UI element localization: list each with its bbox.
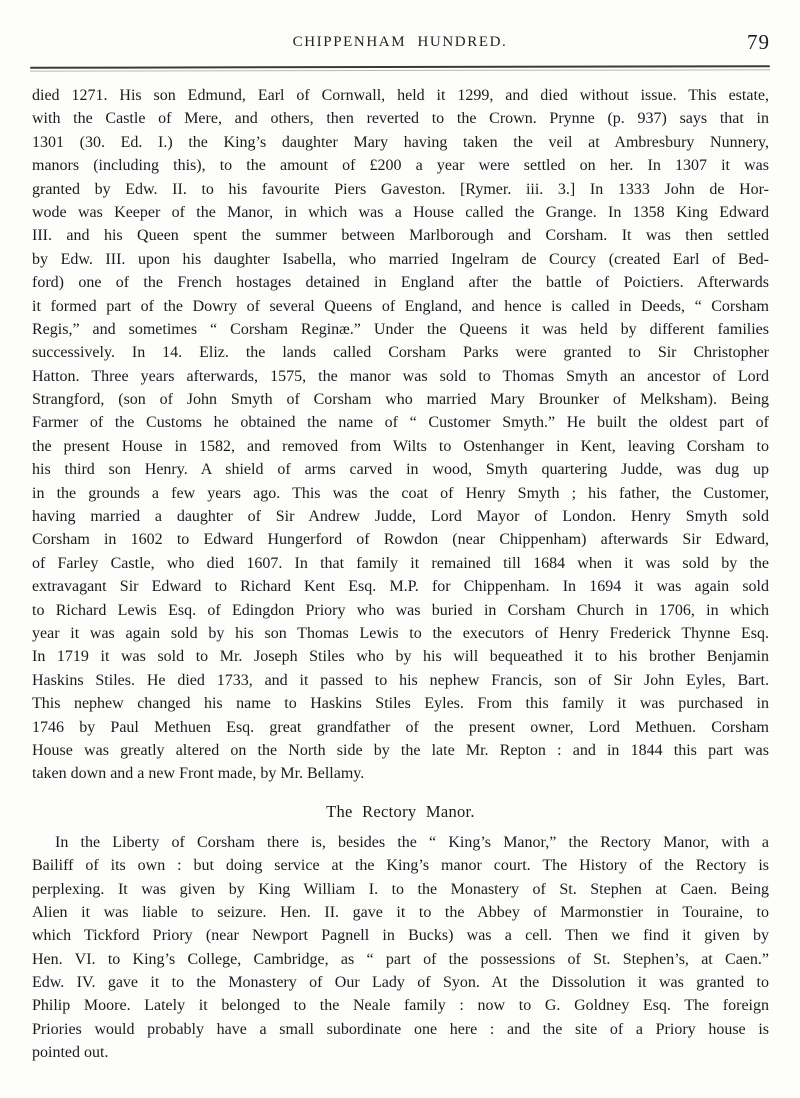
text-line: Hatton. Three years afterwards, 1575, the manor was sold to Thomas Smyth an ancestor of Lord: [32, 367, 769, 385]
text-line: 1301 (30. Ed. I.) the King’s daughter Mary having taken the veil at Ambresbury Nunnery,: [32, 133, 769, 151]
text-line: Farmer of the Customs he obtained the name of “ Customer Smyth.” He built the oldest part of: [32, 414, 769, 432]
text-line: the present House in 1582, and removed from Wilts to Ostenhanger in Kent, leaving Corsham to: [32, 437, 769, 455]
text-line: House was greatly altered on the North side by the late Mr. Repton : and in 1844 this part was: [32, 741, 769, 759]
text-line: which Tickford Priory (near Newport Pagnell in Bucks) was a cell. Then we find it given by: [32, 927, 769, 945]
text-line: Hen. VI. to King’s College, Cambridge, as “ part of the possessions of St. Stephen’s, at Caen.”: [32, 950, 769, 968]
text-line: This nephew changed his name to Haskins Stiles Eyles. From this family it was purchased in: [32, 695, 769, 713]
page-body: [32, 84, 769, 1065]
text-line: pointed out.: [32, 1044, 109, 1062]
text-line: year it was again sold by his son Thomas Lewis to the executors of Henry Frederick Thynne Esq.: [32, 624, 769, 642]
text-line: Regis,” and sometimes “ Corsham Reginæ.” Under the Queens it was held by different families: [32, 320, 769, 338]
header-rule-shadow: [30, 69, 770, 71]
text-line: perplexing. It was given by King William I. to the Monastery of St. Stephen at Caen. Being: [32, 880, 769, 898]
text-line: wode was Keeper of the Manor, in which was a House called the Grange. In 1358 King Edward: [32, 203, 769, 221]
text-line: with the Castle of Mere, and others, then reverted to the Crown. Prynne (p. 937) says that in: [32, 110, 769, 128]
text-line: Philip Moore. Lately it belonged to the Neale family : now to G. Goldney Esq. The foreign: [32, 997, 769, 1015]
text-line: manors (including this), to the amount of £200 a year were settled on her. In 1307 it was: [32, 157, 769, 175]
text-line: extravagant Sir Edward to Richard Kent Esq. M.P. for Chippenham. In 1694 it was again sold: [32, 578, 769, 596]
paragraph-kings-manor-history: [32, 84, 769, 786]
text-line: Priories would probably have a small subordinate one here : and the site of a Priory house is: [32, 1020, 769, 1038]
text-line: In 1719 it was sold to Mr. Joseph Stiles who by his will bequeathed it to his brother Benjamin: [32, 648, 769, 666]
text-line: Corsham in 1602 to Edward Hungerford of Rowdon (near Chippenham) afterwards Sir Edward,: [32, 531, 769, 549]
text-line: Haskins Stiles. He died 1733, and it passed to his nephew Francis, son of Sir John Eyles, Bart.: [32, 671, 769, 689]
text-line: Edw. IV. gave it to the Monastery of Our Lady of Syon. At the Dissolution it was granted to: [32, 974, 769, 992]
text-line: died 1271. His son Edmund, Earl of Cornwall, held it 1299, and died without issue. This estate,: [32, 87, 769, 104]
text-line: ford) one of the French hostages detained in England after the battle of Poictiers. Afterwards: [32, 274, 769, 292]
header-rule-line: [30, 65, 770, 69]
text-line: by Edw. III. upon his daughter Isabella, who married Ingelram de Courcy (created Earl of Bed-: [32, 250, 769, 268]
page-number: 79: [747, 30, 770, 54]
text-line: In the Liberty of Corsham there is, besides the “ King’s Manor,” the Rectory Manor, with a: [55, 833, 769, 851]
text-line: 1746 by Paul Methuen Esq. great grandfather of the present owner, Lord Methuen. Corsham: [32, 718, 769, 736]
running-head: CHIPPENHAM HUNDRED.: [292, 34, 508, 50]
text-line: Bailiff of its own : but doing service at the King’s manor court. The History of the Rectory is: [32, 857, 769, 875]
text-line: Alien it was liable to seizure. Hen. II. gave it to the Abbey of Marmonstier in Touraine, to: [32, 903, 769, 921]
text-line: his third son Henry. A shield of arms carved in wood, Smyth quartering Judde, was dug up: [32, 461, 769, 479]
section-heading-rectory-manor: The Rectory Manor.: [326, 801, 475, 821]
text-line: successively. In 14. Eliz. the lands called Corsham Parks were granted to Sir Christopher: [32, 344, 769, 362]
text-line: of Farley Castle, who died 1607. In that family it remained till 1684 when it was sold by the: [32, 554, 769, 572]
text-line: granted by Edw. II. to his favourite Piers Gaveston. [Rymer. iii. 3.] In 1333 John de Hor-: [32, 180, 769, 198]
header-rule: [30, 66, 770, 71]
text-line: III. and his Queen spent the summer between Marlborough and Corsham. It was then settled: [32, 227, 769, 245]
text-line: in the grounds a few years ago. This was the coat of Henry Smyth ; his father, the Customer,: [32, 484, 769, 502]
text-line: it formed part of the Dowry of several Queens of England, and hence is called in Deeds, “ Corsham: [32, 297, 769, 315]
text-line: having married a daughter of Sir Andrew Judde, Lord Mayor of London. Henry Smyth sold: [32, 508, 769, 526]
text-line: taken down and a new Front made, by Mr. Bellamy.: [32, 765, 365, 783]
text-line: to Richard Lewis Esq. of Edingdon Priory who was buried in Corsham Church in 1706, in which: [32, 601, 769, 619]
paragraph-rectory-manor: [32, 831, 769, 1065]
text-line: Strangford, (son of John Smyth of Corsham who married Mary Brounker of Melksham). Being: [32, 391, 769, 409]
